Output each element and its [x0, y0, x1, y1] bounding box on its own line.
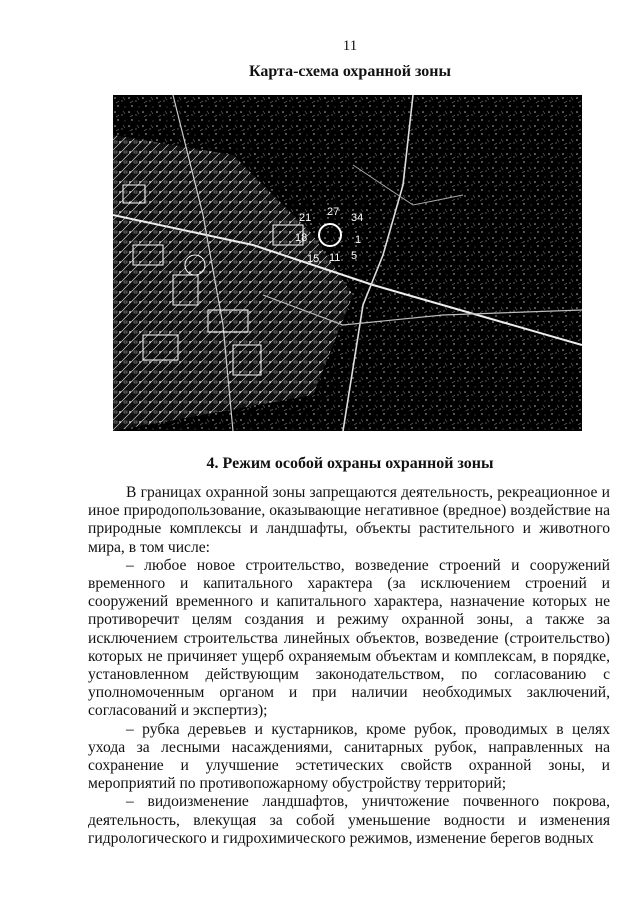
paragraph: В границах охранной зоны запрещаются деятельность, рекреационное и иное природопользование, оказывающие негативное (вредное) воздействие на природные комплексы и ландшафты, объекты растительного и животного мира, в том числе:: [88, 484, 610, 556]
body-text: [88, 484, 610, 848]
map-label: 34: [351, 212, 364, 224]
map-image: [113, 95, 582, 431]
map-label: 5: [351, 250, 358, 262]
map-label: 21: [299, 212, 312, 224]
map-label: 1: [355, 234, 362, 246]
section-heading: 4. Режим особой охраны охранной зоны: [206, 455, 494, 472]
map-label: 18: [295, 232, 308, 244]
protection-zone-map: [113, 95, 582, 431]
map-title: Карта-схема охранной зоны: [248, 63, 452, 80]
map-label: 15: [307, 253, 320, 265]
paragraph: – рубка деревьев и кустарников, кроме рубок, проводимых в целях ухода за лесными насаждениями, санитарных рубок, направленных на сохранение и улучшение эстетических свойств охранной зоны, и мероприятий по противопожарному обустройству территорий;: [88, 720, 610, 793]
map-label: 11: [329, 252, 341, 264]
map-label: 27: [327, 206, 340, 218]
page-number: 11: [342, 38, 358, 54]
paragraph: – видоизменение ландшафтов, уничтожение почвенного покрова, деятельность, влекущая за собой уменьшение водности и изменения гидрологического и гидрохимического режимов, изменение берегов водных: [88, 793, 610, 847]
paragraph: – любое новое строительство, возведение строений и сооружений временного и капитального характера (за исключением строений и сооружений временного и капитального характера, назначение которых не противоречит целям создания и режиму охранной зоны, а также за исключением строительства линейных объектов, возведение (строительство) которых не причиняет ущерб охраняемым объектам и комплексам, в порядке, установленном действующим законодательством, по согласованию с уполномоченным органом и при наличии необходимых заключений, согласований и экспертиз);: [88, 556, 610, 720]
